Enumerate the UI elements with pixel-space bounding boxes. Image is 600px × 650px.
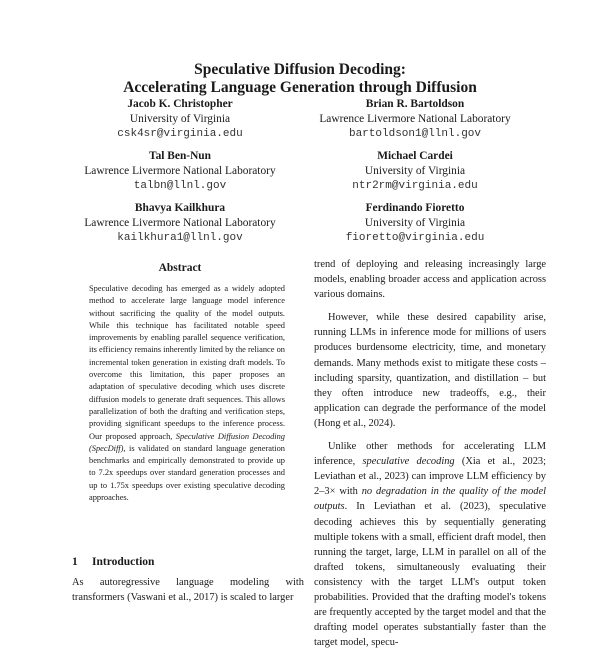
paragraph: trend of deploying and releasing increasingly large models, enabling broader access and application across various domains. [314, 259, 546, 301]
emphasis-text: no degradation in the quality of the model outputs [314, 486, 546, 513]
abstract-heading: Abstract [158, 262, 202, 274]
author-block [295, 97, 535, 142]
introduction-text: As autoregressive language modeling with transformers (Vaswani et al., 2017) is scaled to larger [72, 577, 304, 603]
paper-title [0, 61, 600, 97]
author-affiliation: Lawrence Livermore National Laboratory [84, 217, 276, 229]
author-email[interactable]: talbn@llnl.gov [133, 180, 227, 192]
title-line-1: Speculative Diffusion Decoding: [194, 61, 406, 78]
section-heading-introduction [72, 556, 154, 568]
author-email[interactable]: csk4sr@virginia.edu [117, 128, 243, 140]
author-name: Jacob K. Christopher [127, 98, 233, 110]
author-affiliation: University of Virginia [129, 113, 231, 125]
author-name: Ferdinando Fioretto [365, 202, 465, 214]
author-name: Brian R. Bartoldson [365, 98, 465, 110]
author-block [60, 201, 300, 246]
author-block [60, 97, 300, 142]
text-part: . In Leviathan et al. (2023), speculative decoding achieves this by sequentially generating multiple tokens with a small, efficient draft model, then running the target, large, LLM in parallel on all of the drafted tokens, simultaneously evaluating their consistency with the target LLM's output token probabilities. Provided that the drafting model's tokens are frequently accepted by the target model and that the drafting model operates substantially faster than the target model, specu- [314, 501, 546, 649]
author-affiliation: University of Virginia [364, 217, 466, 229]
author-email[interactable]: ntr2rm@virginia.edu [352, 180, 478, 192]
author-name: Bhavya Kailkhura [134, 202, 226, 214]
paragraph [314, 439, 546, 650]
author-email[interactable]: fioretto@virginia.edu [345, 232, 485, 244]
author-affiliation: University of Virginia [364, 165, 466, 177]
abstract-text-part: Speculative decoding has emerged as a widely adopted method to accelerate large language model inference without sacrificing the quality of the model outputs. While this technique has facilitated notable speed improvements by enabling parallel sequence verification, its efficiency remains inherently limited by the reliance on incremental token generation in existing draft models. To overcome this limitation, this paper proposes an adaptation of speculative decoding which uses discrete diffusion models to generate draft sequences. This allows parallelization of both the drafting and verification steps, providing significant speedups to the inference process. Our proposed approach, [89, 284, 285, 441]
section-title: Introduction [92, 556, 155, 568]
paragraph: However, while these desired capability arise, running LLMs in inference mode for millions of users produces burdensome electricity, time, and monetary demands. Many methods exist to mitigate these costs – including sparsity, quantization, and distillation – but they often introduce new tradeoffs, e.g., their application can degrade the performance of the model (Hong et al., 2024). [314, 312, 546, 429]
text-part: Unlike other methods for accelerating LLM inference, [314, 441, 546, 468]
author-email[interactable]: bartoldson1@llnl.gov [348, 128, 482, 140]
section-number: 1 [72, 556, 78, 568]
emphasis-text: speculative decoding [362, 456, 455, 468]
author-block [295, 201, 535, 246]
author-email[interactable]: kailkhura1@llnl.gov [117, 232, 243, 244]
title-line-2: Accelerating Language Generation through Diffusion [123, 79, 477, 96]
author-affiliation: Lawrence Livermore National Laboratory [84, 165, 276, 177]
author-name: Michael Cardei [377, 150, 453, 162]
right-column [314, 257, 546, 650]
abstract-text [89, 283, 285, 504]
author-block [60, 149, 300, 194]
author-block [295, 149, 535, 194]
author-name: Tal Ben-Nun [149, 150, 211, 162]
abstract-text-part: , is validated on standard language generation benchmarks and empirically demonstrated to provide up to 7.2x speedups over standard generation processes and up to 1.75x speedups over existing speculative decoding approaches. [89, 443, 285, 503]
author-affiliation: Lawrence Livermore National Laboratory [319, 113, 511, 125]
method-name: Speculative Diffusion Decoding (SpecDiff) [89, 431, 285, 453]
text-part: (Xia et al., 2023; Leviathan et al., 2023) can improve LLM efficiency by 2–3× with [314, 456, 546, 498]
